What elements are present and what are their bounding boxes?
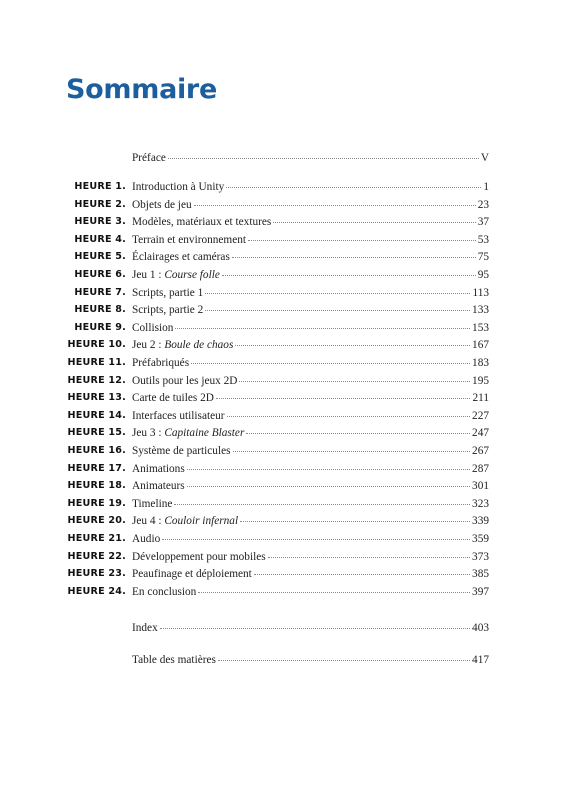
toc-entry-label xyxy=(132,443,231,459)
toc-entry xyxy=(132,232,489,248)
page-number: 95 xyxy=(477,269,489,281)
toc-entry-title-italic: Capitaine Blaster xyxy=(164,427,245,440)
toc-entry xyxy=(132,302,489,318)
dot-leader xyxy=(232,256,476,258)
toc-entry-label xyxy=(132,337,233,353)
toc-entry-label xyxy=(132,232,246,248)
chapter-number: HEURE 2. xyxy=(74,198,126,210)
toc-entry-label xyxy=(132,584,196,600)
toc-entry-label xyxy=(132,197,192,213)
toc-entry-text: Animateurs xyxy=(132,480,185,493)
toc-row-chapter[interactable] xyxy=(0,531,566,547)
dot-leader xyxy=(187,485,470,487)
toc-row-chapter[interactable] xyxy=(0,549,566,565)
page-number: 113 xyxy=(472,286,489,299)
chapter-number: HEURE 10. xyxy=(67,339,126,351)
dot-leader xyxy=(218,659,470,661)
toc-entry xyxy=(132,355,489,371)
dot-leader xyxy=(174,503,470,505)
chapter-number: HEURE 17. xyxy=(67,462,126,474)
dot-leader xyxy=(160,627,470,629)
dot-leader xyxy=(191,362,470,364)
toc-entry xyxy=(132,531,489,547)
page-number: 37 xyxy=(477,216,489,229)
dot-leader xyxy=(233,450,471,452)
toc-entry-label xyxy=(132,285,203,301)
chapter-number: HEURE 15. xyxy=(67,427,126,439)
page-title: Sommaire xyxy=(66,74,217,105)
page-number: 167 xyxy=(472,339,489,352)
chapter-number: HEURE 9. xyxy=(74,321,126,333)
toc-row-chapter[interactable] xyxy=(0,566,566,582)
chapter-number: HEURE 18. xyxy=(67,480,126,492)
page-number: 195 xyxy=(472,374,489,387)
dot-leader xyxy=(239,380,470,382)
toc-row-chapter[interactable] xyxy=(0,179,566,195)
toc-entry-text: Timeline xyxy=(132,497,173,510)
toc-entry-label xyxy=(132,267,220,283)
chapter-number: HEURE 20. xyxy=(67,515,126,527)
toc-entry xyxy=(132,408,489,424)
dot-leader xyxy=(205,292,470,294)
chapter-number: HEURE 8. xyxy=(74,304,126,316)
toc-entry-label xyxy=(132,408,225,424)
chapter-number: HEURE 21. xyxy=(67,533,126,544)
toc-entry-text: Scripts, partie 2 xyxy=(132,304,204,317)
toc-row-chapter[interactable] xyxy=(0,478,566,494)
toc-row-chapter[interactable] xyxy=(0,285,566,301)
toc-entry xyxy=(132,373,489,389)
toc-entry-label xyxy=(132,373,237,389)
page-number: 227 xyxy=(472,409,489,422)
page-number: 359 xyxy=(472,533,489,545)
toc-entry-text: Préface xyxy=(132,152,166,164)
page-number: 247 xyxy=(472,427,489,440)
page-number: 323 xyxy=(472,497,489,510)
toc-entry-label xyxy=(132,214,271,230)
toc-entry-text: Scripts, partie 1 xyxy=(132,286,204,299)
toc-entry-text: Outils pour les jeux 2D xyxy=(132,374,238,387)
dot-leader xyxy=(187,468,470,470)
toc-entry-label xyxy=(132,302,203,318)
dot-leader xyxy=(273,221,475,223)
toc-entry-label xyxy=(132,425,244,441)
toc-entry-text: Peaufinage et déploiement xyxy=(132,568,252,581)
dot-leader xyxy=(175,327,470,329)
toc-entry xyxy=(132,478,489,494)
toc-row-chapter[interactable] xyxy=(0,390,566,406)
toc-entry-label xyxy=(132,355,189,371)
toc-entry-text: Modèles, matériaux et textures xyxy=(132,216,272,229)
page-number: 417 xyxy=(472,654,489,666)
chapter-number: HEURE 12. xyxy=(67,374,126,386)
chapter-number: HEURE 11. xyxy=(67,357,126,368)
toc-entry xyxy=(132,390,489,406)
toc-row-chapter[interactable] xyxy=(0,249,566,265)
dot-leader xyxy=(248,239,476,241)
toc-entry xyxy=(132,285,489,301)
page-number: 301 xyxy=(472,480,489,493)
dot-leader xyxy=(168,157,479,159)
page-number: 53 xyxy=(477,233,489,246)
toc-entry-text: Système de particules xyxy=(132,445,231,457)
toc-entry-text: Jeu 3 : xyxy=(132,427,165,440)
toc-entry xyxy=(132,267,489,283)
toc-entry-text: Préfabriqués xyxy=(132,357,190,369)
toc-entry xyxy=(132,337,489,353)
toc-entry xyxy=(132,652,489,668)
chapter-number: HEURE 5. xyxy=(74,251,126,263)
toc-row-chapter[interactable] xyxy=(0,425,566,441)
toc-entry-label xyxy=(132,566,252,582)
chapter-number: HEURE 24. xyxy=(67,585,126,597)
toc-entry xyxy=(132,620,489,636)
toc-entry-text: Jeu 4 : xyxy=(132,515,165,528)
toc-entry-label xyxy=(132,531,160,547)
toc-row-chapter[interactable] xyxy=(0,584,566,600)
toc-entry xyxy=(132,549,489,565)
toc-entry-label xyxy=(132,496,172,512)
toc-entry xyxy=(132,249,489,265)
dot-leader xyxy=(194,204,476,206)
dot-leader xyxy=(268,556,470,558)
page-number: 403 xyxy=(472,622,489,634)
chapter-number: HEURE 16. xyxy=(67,445,126,456)
toc-row-chapter[interactable] xyxy=(0,267,566,283)
toc-entry xyxy=(132,443,489,459)
page-number: 1 xyxy=(483,181,489,193)
chapter-number: HEURE 13. xyxy=(67,392,126,404)
toc-entry-text: Carte de tuiles 2D xyxy=(132,392,214,405)
toc-entry-text: Développement pour mobiles xyxy=(132,550,266,563)
toc-row-chapter[interactable] xyxy=(0,232,566,248)
toc-entry-label xyxy=(132,652,216,668)
toc-row-chapter[interactable] xyxy=(0,373,566,389)
toc-entry xyxy=(132,214,489,230)
page-number: 373 xyxy=(472,550,489,563)
chapter-number: HEURE 23. xyxy=(67,568,126,580)
toc-entry xyxy=(132,150,489,166)
toc-entry-text: Objets de jeu xyxy=(132,198,192,211)
toc-entry-label xyxy=(132,549,266,565)
chapter-number: HEURE 22. xyxy=(67,550,126,562)
toc-row-chapter[interactable] xyxy=(0,214,566,230)
page-number: 287 xyxy=(472,462,489,475)
toc-entry-text: Collision xyxy=(132,321,174,334)
chapter-number: HEURE 1. xyxy=(74,181,126,192)
toc-entry-label xyxy=(132,513,238,529)
page-number: 385 xyxy=(472,568,489,581)
page-number: 339 xyxy=(472,515,489,528)
dot-leader xyxy=(222,274,476,276)
toc-entry xyxy=(132,425,489,441)
toc-entry xyxy=(132,566,489,582)
page-number: 183 xyxy=(472,357,489,369)
toc-entry xyxy=(132,197,489,213)
chapter-number: HEURE 6. xyxy=(74,269,126,280)
toc-row-chapter[interactable] xyxy=(0,461,566,477)
chapter-number: HEURE 14. xyxy=(67,409,126,421)
toc-entry xyxy=(132,584,489,600)
toc-entry-text: Éclairages et caméras xyxy=(132,251,230,264)
toc-row-chapter[interactable] xyxy=(0,496,566,512)
toc-entry-text: Index xyxy=(132,622,158,634)
toc-entry-text: Jeu 1 : xyxy=(132,269,165,281)
toc-entry-text: Introduction à Unity xyxy=(132,181,225,193)
toc-row-back[interactable] xyxy=(0,620,566,636)
toc-entry-label xyxy=(132,249,230,265)
toc-entry-text: Table des matières xyxy=(132,654,216,666)
dot-leader xyxy=(254,573,470,575)
chapter-number: HEURE 7. xyxy=(74,286,126,298)
dot-leader xyxy=(227,415,471,417)
toc-entry-title-italic: Boule de chaos xyxy=(164,339,234,352)
toc-entry-text: Jeu 2 : xyxy=(132,339,165,352)
toc-entry-text: Interfaces utilisateur xyxy=(132,409,225,422)
chapter-number: HEURE 4. xyxy=(74,233,126,245)
toc-entry-title-italic: Course folle xyxy=(164,269,220,281)
toc-row-chapter[interactable] xyxy=(0,337,566,353)
toc-entry-text: Audio xyxy=(132,533,161,545)
toc-entry-label xyxy=(132,320,173,336)
toc-entry xyxy=(132,513,489,529)
chapter-number: HEURE 3. xyxy=(74,216,126,228)
toc-row-chapter[interactable] xyxy=(0,197,566,213)
toc-entry-label xyxy=(132,390,214,406)
toc-entry xyxy=(132,320,489,336)
toc-row-chapter[interactable] xyxy=(0,355,566,371)
dot-leader xyxy=(240,520,470,522)
toc-row-chapter[interactable] xyxy=(0,513,566,529)
toc-entry-label xyxy=(132,179,224,195)
toc-entry xyxy=(132,496,489,512)
toc-row-chapter[interactable] xyxy=(0,302,566,318)
toc-entry xyxy=(132,461,489,477)
toc-entry-label xyxy=(132,150,166,166)
page-number: 153 xyxy=(472,321,489,334)
toc-entry-label xyxy=(132,478,185,494)
chapter-number: HEURE 19. xyxy=(67,497,126,509)
page-number: 397 xyxy=(472,585,489,598)
page-number: 211 xyxy=(472,392,489,405)
toc-entry-label xyxy=(132,620,158,636)
dot-leader xyxy=(226,186,481,188)
dot-leader xyxy=(216,397,471,399)
dot-leader xyxy=(205,309,470,311)
page-number: 267 xyxy=(472,445,489,457)
toc-entry-text: Terrain et environnement xyxy=(132,233,247,246)
toc-row-front[interactable] xyxy=(0,150,566,166)
toc-entry xyxy=(132,179,489,195)
page-number: V xyxy=(480,152,489,164)
toc-entry-text: En conclusion xyxy=(132,585,197,598)
page-number: 133 xyxy=(472,304,489,317)
toc-entry-title-italic: Couloir infernal xyxy=(164,515,239,528)
dot-leader xyxy=(162,538,470,540)
dot-leader xyxy=(246,432,470,434)
toc-row-chapter[interactable] xyxy=(0,443,566,459)
page-number: 75 xyxy=(477,251,489,264)
toc-row-back[interactable] xyxy=(0,652,566,668)
toc-entry-text: Animations xyxy=(132,462,185,475)
dot-leader xyxy=(198,591,470,593)
page-number: 23 xyxy=(477,198,489,211)
toc-entry-label xyxy=(132,461,185,477)
toc-row-chapter[interactable] xyxy=(0,408,566,424)
dot-leader xyxy=(235,344,470,346)
toc-row-chapter[interactable] xyxy=(0,320,566,336)
